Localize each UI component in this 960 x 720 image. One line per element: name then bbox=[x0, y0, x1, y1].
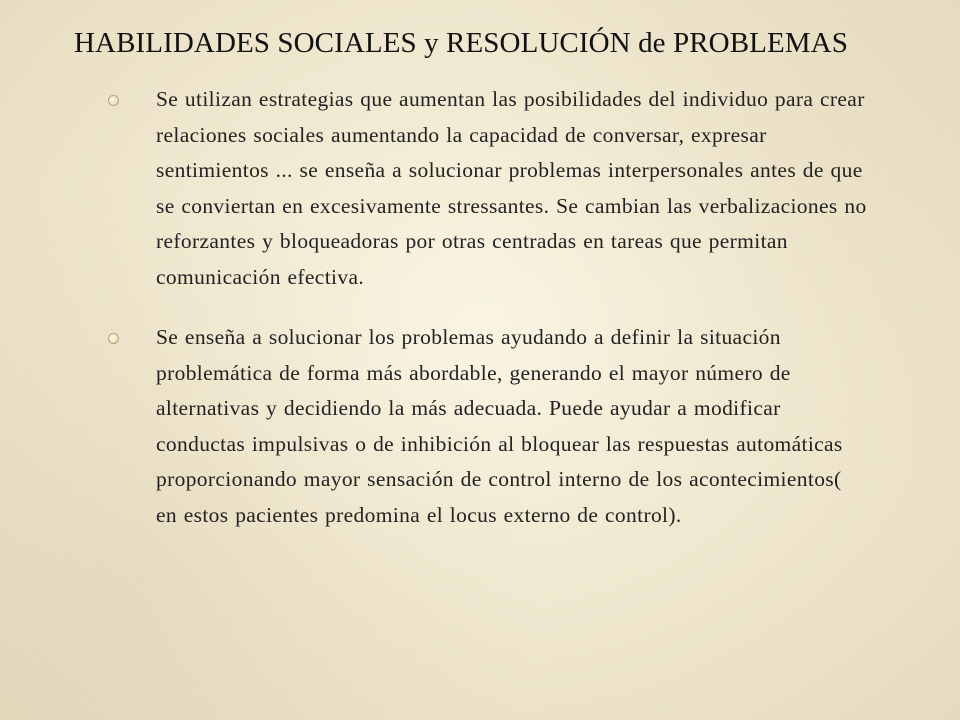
circle-bullet-icon bbox=[108, 95, 119, 106]
bullet-item bbox=[108, 82, 868, 295]
bullet-text: Se enseña a solucionar los problemas ayudando a definir la situación problemática de forma más abordable, generando el mayor número de alternativas y decidiendo la más adecuada. Puede ayudar a modificar conductas impulsivas o de inhibición al bloquear las respuestas automáticas proporcionando mayor sensación de control interno de los acontecimientos( en estos pacientes predomina el locus externo de control). bbox=[156, 325, 843, 527]
bullet-list bbox=[108, 82, 868, 558]
bullet-text: Se utilizan estrategias que aumentan las posibilidades del individuo para crear relaciones sociales aumentando la capacidad de conversar, expresar sentimientos ... se enseña a solucionar problemas interpersonales antes de que se conviertan en excesivamente stressantes. Se cambian las verbalizaciones no reforzantes y bloqueadoras por otras centradas en tareas que permitan comunicación efectiva. bbox=[156, 87, 867, 289]
slide-title: HABILIDADES SOCIALES y RESOLUCIÓN de PROBLEMAS bbox=[74, 27, 848, 59]
bullet-item bbox=[108, 320, 868, 533]
circle-bullet-icon bbox=[108, 333, 119, 344]
